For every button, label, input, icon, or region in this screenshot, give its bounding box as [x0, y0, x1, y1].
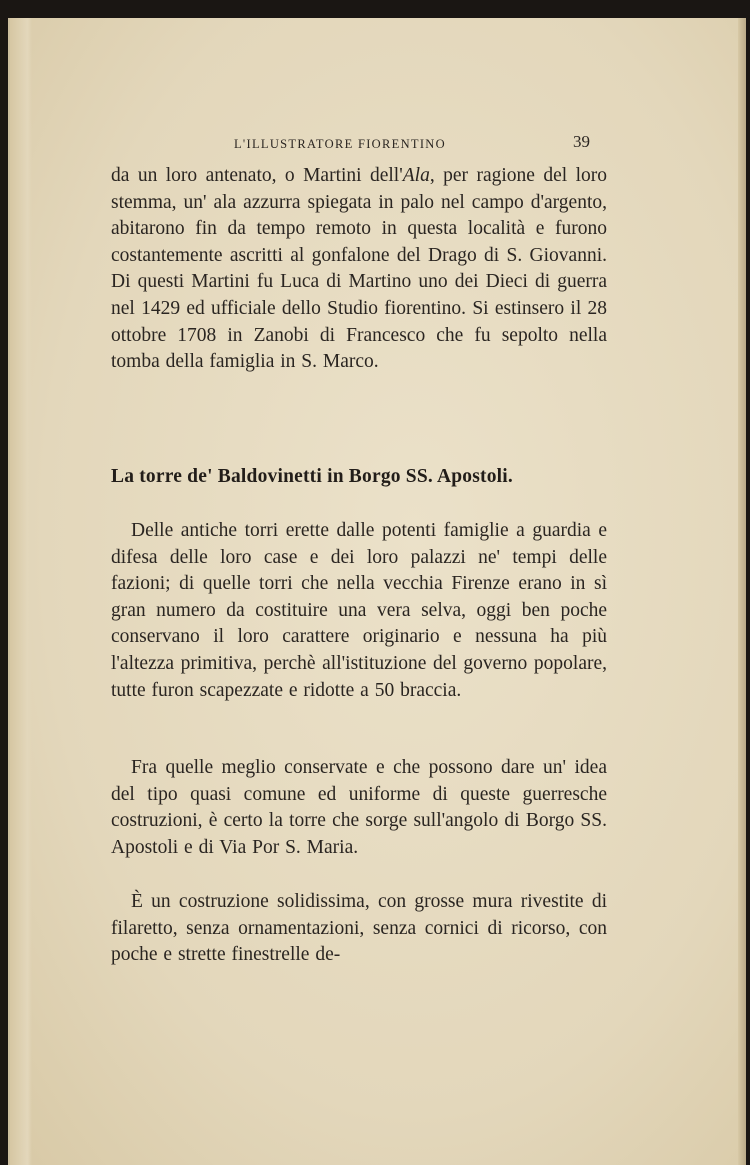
- running-title: L'ILLUSTRATORE FIORENTINO: [234, 137, 446, 151]
- paragraph-1-italic: Ala: [402, 165, 430, 186]
- paragraph-1-rest: , per ragione del loro stemma, un' ala azzurra spiegata in palo nel campo d'argento, abitarono fin da tempo remoto in questa località e furono costantemente ascritti al gonfalone del Drago di S. Giovanni. Di questi Martini fu Luca di Martino uno dei Dieci di guerra nel 1429 ed ufficiale dello Studio fiorentino. Si estinsero il 28 ottobre 1708 in Zanobi di Francesco che fu sepolto nella tomba della famiglia in S. Marco.: [111, 165, 607, 373]
- paragraph-4: È un costruzione solidissima, con grosse mura rivestite di filaretto, senza ornamentazioni, senza cornici di ricorso, con poche e strette finestrelle de-: [111, 891, 607, 966]
- page-header: [10, 132, 746, 155]
- paragraph-2: Delle antiche torri erette dalle potenti famiglie a guardia e difesa delle loro case e dei loro palazzi ne' tempi delle fazioni; di quelle torri che nella vecchia Firenze erano in sì gran numero da costituire una vera selva, oggi ben poche conservano il loro carattere originario e nessuna ha più l'altezza primitiva, perchè all'istituzione del governo popolare, tutte furon scapezzate e ridotte a 50 braccia.: [111, 520, 607, 701]
- paragraph-1: [111, 163, 607, 376]
- page-number: 39: [573, 132, 590, 151]
- section-heading: La torre de' Baldovinetti in Borgo SS. Apostoli.: [111, 466, 513, 487]
- paragraph-3: Fra quelle meglio conservate e che possono dare un' idea del tipo quasi comune ed uniforme di queste guerresche costruzioni, è certo la torre che sorge sull'angolo di Borgo SS. Apostoli e di Via Por S. Maria.: [111, 757, 607, 858]
- book-page: [8, 18, 746, 1165]
- paragraph-1-start: da un loro antenato, o Martini dell': [111, 165, 403, 186]
- page-spine-shadow: [10, 18, 32, 1165]
- page-edge: [738, 18, 746, 1165]
